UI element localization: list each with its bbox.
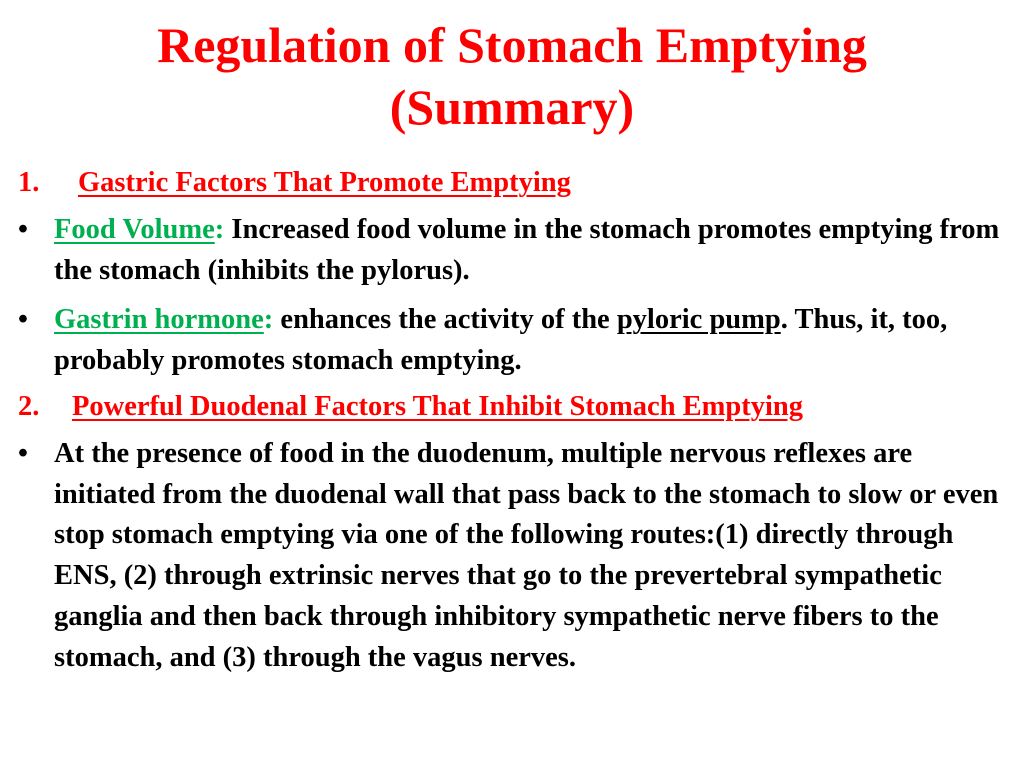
- bullet-text: Increased food volume in the stomach promotes emptying from the stomach (inhibits the pylorus).: [54, 213, 1000, 286]
- section-2-heading: [18, 387, 1008, 428]
- title-line-2: (Summary): [389, 79, 635, 135]
- bullet-symbol: •: [18, 437, 28, 469]
- bullet-symbol: •: [18, 213, 28, 245]
- pyloric-pump-term: pyloric pump: [616, 304, 781, 336]
- term-colon: :: [263, 304, 274, 336]
- term-colon: :: [214, 213, 225, 245]
- title-line-1: Regulation of Stomach Emptying: [157, 17, 867, 73]
- section-1-heading-text: Gastric Factors That Promote Emptying: [78, 167, 571, 198]
- bullet-body: [54, 210, 1008, 292]
- bullet-body: [54, 300, 1008, 382]
- term-gastrin-hormone: Gastrin hormone: [54, 304, 264, 336]
- slide-content: [18, 163, 1008, 679]
- bullet-food-volume: [18, 210, 1008, 292]
- bullet-gastrin-hormone: [18, 300, 1008, 382]
- bullet-text-after: . Thus, it, too, probably promotes stomach emptying.: [54, 304, 948, 377]
- section-2-heading-text: Powerful Duodenal Factors That Inhibit Stomach Emptying: [72, 390, 804, 422]
- bullet-text-before: enhances the activity of the: [273, 304, 617, 336]
- bullet-duodenal-reflexes: [18, 434, 1008, 679]
- bullet-symbol: •: [18, 304, 28, 336]
- section-1-heading: [18, 163, 1008, 204]
- section-2-number: 2.: [18, 390, 40, 422]
- term-food-volume: Food Volume: [54, 213, 215, 245]
- slide-title: [0, 14, 1024, 138]
- section-1-number: 1.: [18, 167, 40, 198]
- bullet-text: At the presence of food in the duodenum, multiple nervous reflexes are initiated from the duodenal wall that pass back to the stomach to slow or even stop stomach emptying via one of the following routes:(1) directly through ENS, (2) through extrinsic nerves that go to the prevertebral sympathetic ganglia and then back through inhibitory sympathetic nerve fibers to the stomach, and (3) through the vagus nerves.: [54, 437, 999, 673]
